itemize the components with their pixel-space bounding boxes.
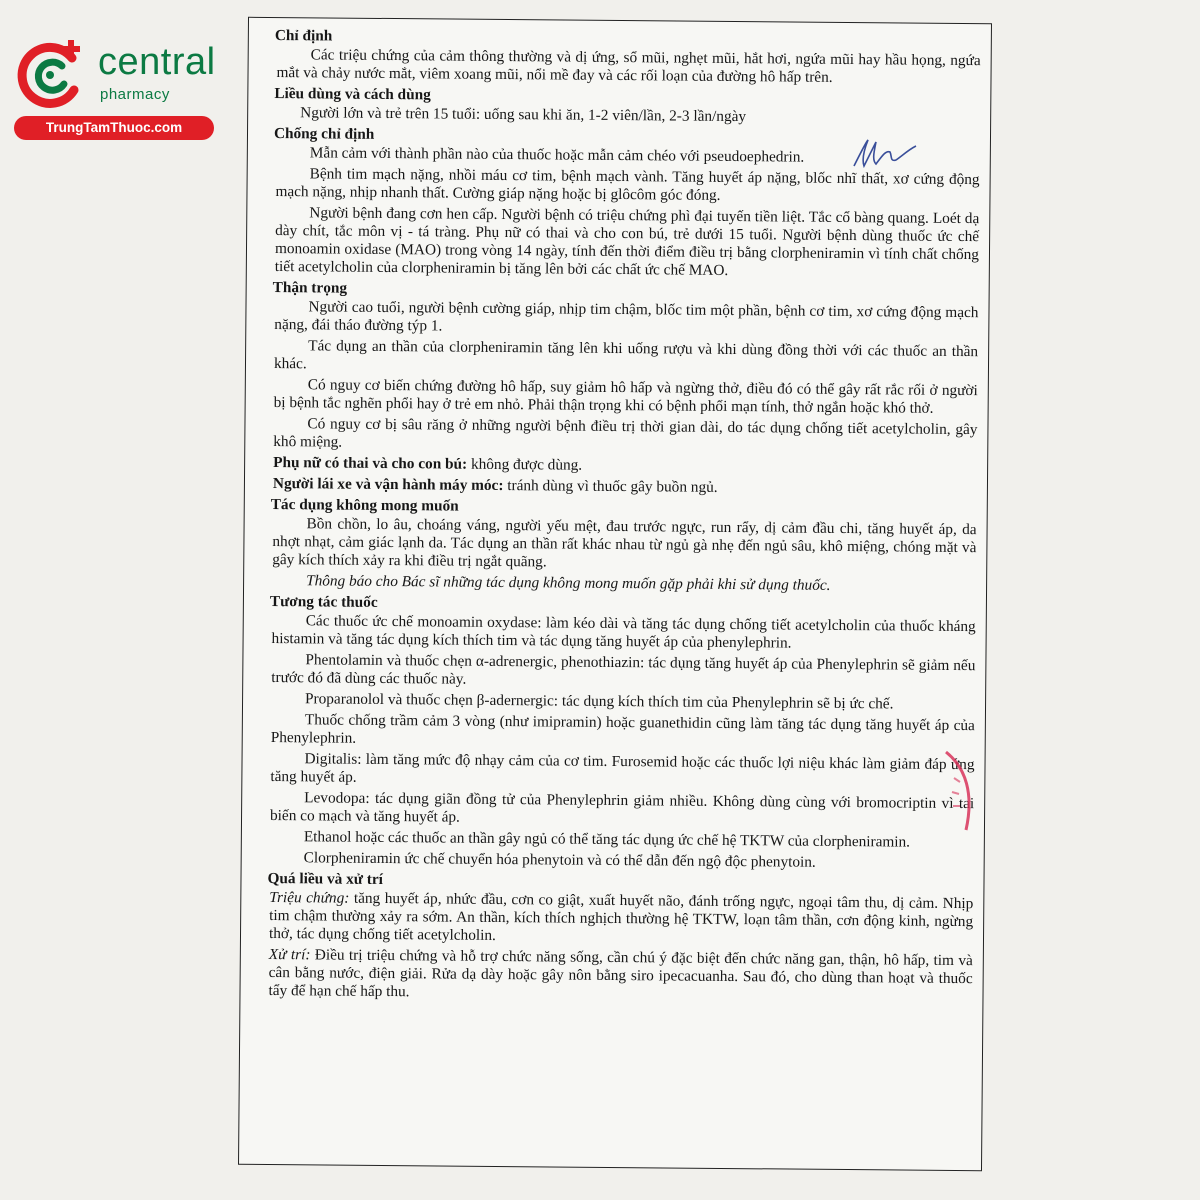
paragraph-trieu-chung — [269, 889, 973, 949]
heading-tuong-tac: Tương tác thuốc — [269, 592, 378, 611]
paragraph: Ethanol hoặc các thuốc an thần gây ngủ có thể tăng tác dụng ức chế hệ TKTW của clorpheniramin. — [303, 828, 911, 851]
paragraph: Bệnh tim mạch nặng, nhồi máu cơ tim, bệnh mạch vành. Tăng huyết áp nặng, blốc nhĩ thất, xơ cứng động mạch nặng, nhịp nhanh thất. Cường giáp nặng hoặc bị glôcôm góc đóng. — [275, 165, 980, 204]
paragraph: Levodopa: tác dụng giãn đồng tử của Phenylephrin giảm nhiều. Không dùng cùng với bromocriptin vì tai biến co mạch và tăng huyết áp. — [269, 789, 975, 826]
paragraph: Proparanolol và thuốc chẹn β-adernergic: tác dụng kích thích tim của Phenylephrin sẽ bị ức chế. — [304, 690, 894, 713]
brand-name: central — [98, 41, 216, 83]
paragraph: Clorpheniramin ức chế chuyển hóa phenytoin và có thể dẫn đến ngộ độc phenytoin. — [303, 849, 816, 871]
paragraph: Thuốc chống trầm cảm 3 vòng (như imipramin) hoặc guanethidin cũng làm tăng tác dụng tăng huyết áp của Phenylephrin. — [270, 711, 975, 747]
paragraph: Bồn chồn, lo âu, choáng váng, người yếu mệt, đau trước ngực, run rẩy, dị cảm đầu chi, tăng huyết áp, da nhợt nhạt, cảm giác lạnh da. Tác dụng an thần rất khác nhau từ ngủ gà nhẹ đến ngủ sâu, khô miệng, chóng mặt và gây kích thích xảy ra khi điều trị ngắt quãng. — [272, 515, 977, 571]
brand-website[interactable]: TrungTamThuoc.com — [14, 116, 214, 140]
heading-chi-dinh: Chỉ định — [274, 27, 333, 45]
paragraph-note: Thông báo cho Bác sĩ những tác dụng không mong muốn gặp phải khi sử dụng thuốc. — [306, 572, 831, 594]
heading-chong-chi-dinh: Chống chỉ định — [273, 125, 375, 143]
label-phu-nu: Phụ nữ có thai và cho con bú: — [273, 454, 468, 473]
signature-mark — [850, 136, 920, 170]
paragraph: Có nguy cơ biến chứng đường hô hấp, suy giảm hô hấp và ngừng thở, điều đó có thể gây rất rắc rối ở người bị bệnh tắc nghẽn phổi hay ở trẻ em nhỏ. Phải thận trọng khi có bệnh phổi mạn tính, thở ngắn hoặc khó thở. — [273, 376, 978, 417]
label-xu-tri: Xử trí: — [268, 945, 311, 964]
paragraph: Tác dụng an thần của clorpheniramin tăng lên khi uống rượu và khi dùng đồng thời với các thuốc an thần khác. — [273, 337, 979, 373]
label-lai-xe: Người lái xe và vận hành máy móc: — [272, 475, 504, 495]
paragraph: Người bệnh đang cơn hen cấp. Người bệnh có triệu chứng phì đại tuyến tiền liệt. Tắc cổ bàng quang. Loét dạ dày chít, tắc môn vị - tá tràng. Phụ nữ có thai và cho con bú, trẻ dưới 15 tuổi. Người bệnh dùng thuốc ức chế monoamin oxidase (MAO) trong vòng 14 ngày, tính đến thời điểm điều trị bằng clorpheniramin vì tính chất chống tiết acetylcholin của clorpheniramin bị tăng lên bởi các chất ức chế MAO. — [274, 204, 980, 279]
paragraph: Người cao tuổi, người bệnh cường giáp, nhịp tim chậm, blốc tim một phần, bệnh cơ tim, xơ cứng động mạch nặng, đái tháo đường týp 1. — [274, 298, 979, 335]
heading-tac-dung: Tác dụng không mong muốn — [270, 495, 459, 515]
paragraph: Các triệu chứng của cảm thông thường và dị ứng, sổ mũi, nghẹt mũi, hắt hơi, ngứa mũi hay hầu họng, ngứa mắt và chảy nước mắt, viêm xoang mũi, nổi mề đay và các rối loạn của đường hô hấp trên. — [276, 46, 981, 86]
paragraph: Có nguy cơ bị sâu răng ở những người bệnh điều trị thời gian dài, do tác dụng chống tiết acetylcholin, gây khô miệng. — [273, 415, 978, 451]
paragraph: Người lớn và trẻ trên 15 tuổi: uống sau khi ăn, 1-2 viên/lần, 2-3 lần/ngày — [300, 104, 747, 126]
paragraph-lai-xe — [273, 475, 977, 499]
heading-qua-lieu: Quá liều và xử trí — [267, 869, 383, 888]
cross-c-logo-icon — [10, 36, 90, 116]
text-lai-xe: tránh dùng vì thuốc gây buồn ngủ. — [503, 477, 718, 496]
paragraph-phu-nu — [273, 454, 977, 478]
brand-subtitle: pharmacy — [100, 86, 170, 103]
label-trieu-chung: Triệu chứng: — [269, 888, 350, 907]
stamp-mark — [940, 748, 980, 838]
paragraph: Phentolamin và thuốc chẹn α-adrenergic, phenothiazin: tác dụng tăng huyết áp của Phenylephrin sẽ giảm nếu trước đó đã dùng các thuốc này. — [271, 651, 976, 688]
paragraph: Mẫn cảm với thành phần nào của thuốc hoặc mẫn cảm chéo với pseudoephedrin. — [309, 144, 805, 166]
heading-than-trong: Thận trọng — [272, 279, 348, 297]
heading-lieu-dung: Liều dùng và cách dùng — [274, 85, 431, 104]
paragraph: Các thuốc ức chế monoamin oxydase: làm kéo dài và tăng tác dụng chống tiết acetylcholin của thuốc kháng histamin và tăng tác dụng kích thích tim và tác dụng tăng huyết áp của phenylephrin. — [271, 612, 976, 652]
paragraph-xu-tri — [268, 946, 972, 1006]
brand-logo[interactable] — [10, 36, 220, 140]
paragraph: Digitalis: làm tăng mức độ nhạy cảm của cơ tim. Furosemid hoặc các thuốc lợi niệu khác làm giảm đáp ứng tăng huyết áp. — [270, 750, 975, 786]
text-trieu-chung: tăng huyết áp, nhức đầu, cơn co giật, xuất huyết não, đánh trống ngực, ngoại tâm thu, dị cảm. Nhịp tim chậm thường xảy ra sớm. An thần, kích thích nghịch thường hệ TKTW, loạn tâm thần, cơn động kinh, ngừng thở, tác dụng chống tiết acetylcholin. — [268, 889, 974, 944]
text-xu-tri: Điều trị triệu chứng và hỗ trợ chức năng sống, cần chú ý đặc biệt đến chức năng gan, thận, hô hấp, tim và cân bằng nước, điện giải. Rửa dạ dày hoặc gây nôn bằng siro ipecacuanha. Sau đó, cho dùng than hoạt và thuốc tẩy để hạn chế hấp thu. — [268, 946, 973, 1001]
leaflet-document — [238, 17, 992, 1171]
text-phu-nu: không được dùng. — [467, 455, 583, 474]
